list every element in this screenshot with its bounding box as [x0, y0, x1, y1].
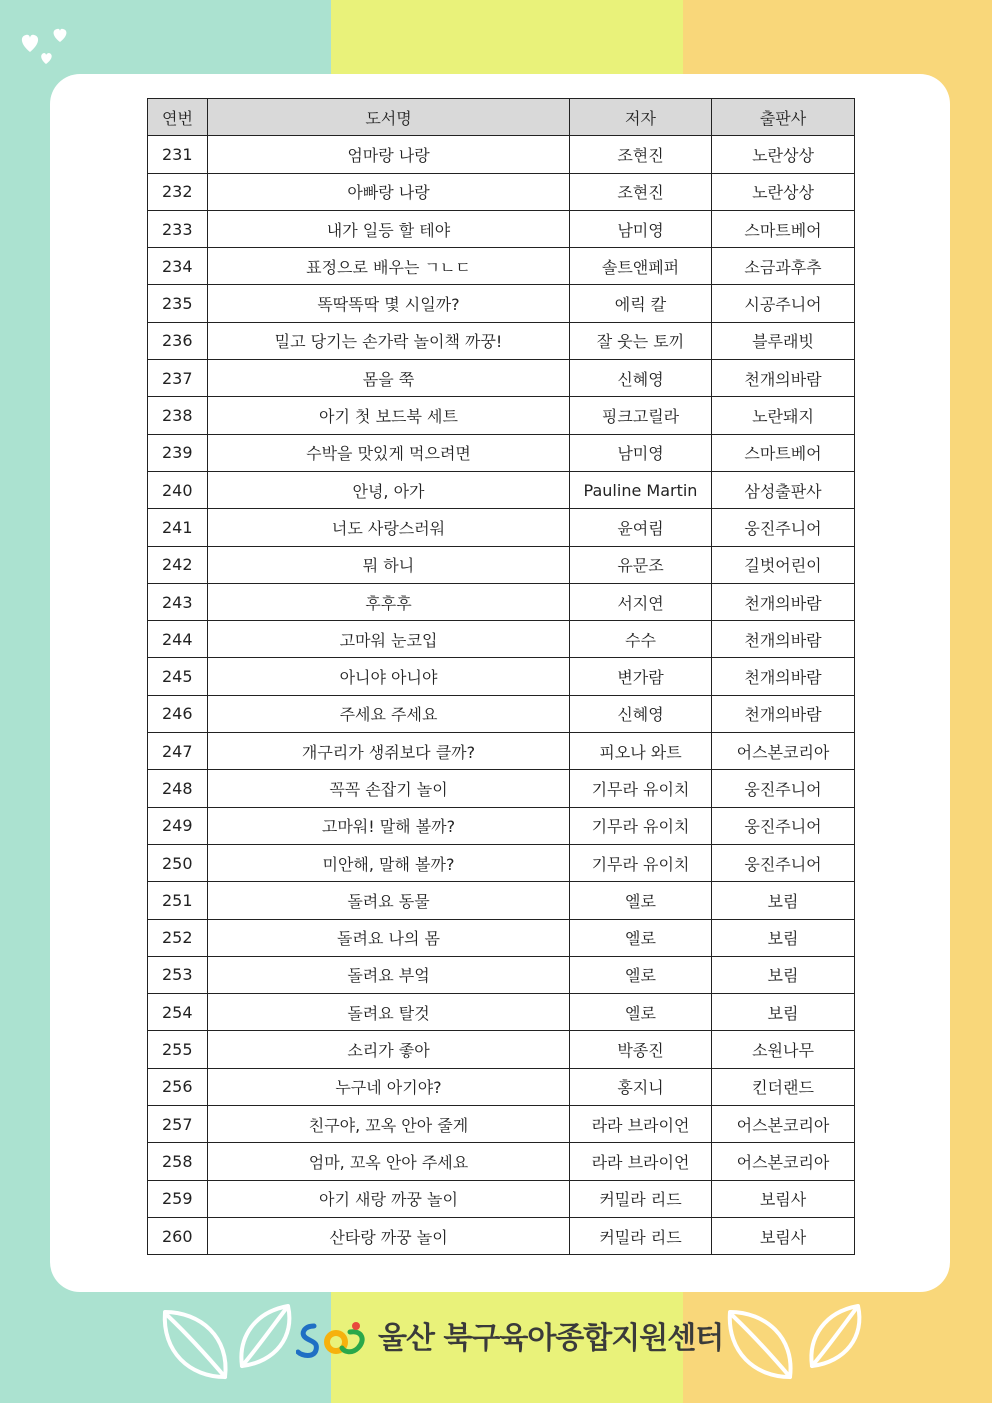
table-row [148, 136, 855, 173]
cell-publisher: 웅진주니어 [712, 770, 855, 807]
cell-title: 아빠랑 나랑 [208, 173, 570, 210]
cell-author: 조현진 [570, 173, 712, 210]
cell-publisher: 보림 [712, 882, 855, 919]
cell-number: 243 [148, 583, 208, 620]
cell-number: 232 [148, 173, 208, 210]
cell-publisher: 킨더랜드 [712, 1068, 855, 1105]
cell-author: 커밀라 리드 [570, 1180, 712, 1217]
table-row [148, 882, 855, 919]
cell-title: 친구야, 꼬옥 안아 줄게 [208, 1106, 570, 1143]
cell-publisher: 블루래빗 [712, 322, 855, 359]
cell-number: 246 [148, 695, 208, 732]
cell-number: 251 [148, 882, 208, 919]
center-logo-icon [296, 1318, 368, 1362]
cell-author: 남미영 [570, 434, 712, 471]
cell-author: 라라 브라이언 [570, 1106, 712, 1143]
cell-number: 236 [148, 322, 208, 359]
table-row [148, 994, 855, 1031]
cell-author: 박종진 [570, 1031, 712, 1068]
cell-publisher: 스마트베어 [712, 434, 855, 471]
cell-number: 248 [148, 770, 208, 807]
cell-number: 235 [148, 285, 208, 322]
table-row [148, 360, 855, 397]
cell-publisher: 보림 [712, 956, 855, 993]
cell-author: 피오나 와트 [570, 733, 712, 770]
cell-publisher: 천개의바람 [712, 695, 855, 732]
cell-title: 내가 일등 할 테야 [208, 210, 570, 247]
cell-publisher: 웅진주니어 [712, 844, 855, 881]
cell-title: 너도 사랑스러워 [208, 509, 570, 546]
cell-author: 엘로 [570, 882, 712, 919]
cell-number: 240 [148, 471, 208, 508]
cell-publisher: 노란돼지 [712, 397, 855, 434]
cell-publisher: 삼성출판사 [712, 471, 855, 508]
cell-publisher: 웅진주니어 [712, 807, 855, 844]
cell-publisher: 천개의바람 [712, 360, 855, 397]
organization-name: 울산 북구육아종합지원센터 [378, 1321, 724, 1356]
table-row [148, 1068, 855, 1105]
cell-author: Pauline Martin [570, 471, 712, 508]
cell-publisher: 노란상상 [712, 173, 855, 210]
cell-author: 윤여림 [570, 509, 712, 546]
table-row [148, 658, 855, 695]
cell-publisher: 스마트베어 [712, 210, 855, 247]
cell-title: 꼭꼭 손잡기 놀이 [208, 770, 570, 807]
table-row [148, 1180, 855, 1217]
cell-publisher: 천개의바람 [712, 583, 855, 620]
table-row [148, 695, 855, 732]
table-row [148, 621, 855, 658]
cell-number: 250 [148, 844, 208, 881]
table-row [148, 1217, 855, 1254]
cell-author: 기무라 유이치 [570, 770, 712, 807]
cell-author: 엘로 [570, 919, 712, 956]
table-header-row [148, 99, 855, 136]
cell-number: 238 [148, 397, 208, 434]
table-row [148, 1106, 855, 1143]
cell-publisher: 보림사 [712, 1217, 855, 1254]
cell-author: 잘 웃는 토끼 [570, 322, 712, 359]
cell-title: 표정으로 배우는 ㄱㄴㄷ [208, 248, 570, 285]
cell-title: 밀고 당기는 손가락 놀이책 까꿍! [208, 322, 570, 359]
cell-author: 유문조 [570, 546, 712, 583]
cell-number: 259 [148, 1180, 208, 1217]
table-row [148, 733, 855, 770]
cell-number: 247 [148, 733, 208, 770]
cell-title: 돌려요 동물 [208, 882, 570, 919]
cell-author: 에릭 칼 [570, 285, 712, 322]
header-author: 저자 [570, 99, 712, 136]
cell-number: 244 [148, 621, 208, 658]
cell-number: 253 [148, 956, 208, 993]
table-row [148, 1143, 855, 1180]
cell-publisher: 천개의바람 [712, 658, 855, 695]
cell-title: 뭐 하니 [208, 546, 570, 583]
cell-author: 핑크고릴라 [570, 397, 712, 434]
cell-publisher: 어스본코리아 [712, 733, 855, 770]
cell-number: 260 [148, 1217, 208, 1254]
cell-author: 조현진 [570, 136, 712, 173]
cell-number: 252 [148, 919, 208, 956]
cell-title: 안녕, 아가 [208, 471, 570, 508]
cell-title: 주세요 주세요 [208, 695, 570, 732]
cell-author: 서지연 [570, 583, 712, 620]
cell-title: 수박을 맛있게 먹으려면 [208, 434, 570, 471]
cell-number: 256 [148, 1068, 208, 1105]
table-row [148, 285, 855, 322]
cell-publisher: 소원나무 [712, 1031, 855, 1068]
table-row [148, 583, 855, 620]
cell-number: 254 [148, 994, 208, 1031]
cell-title: 엄마랑 나랑 [208, 136, 570, 173]
table-row [148, 1031, 855, 1068]
cell-title: 아니야 아니야 [208, 658, 570, 695]
cell-author: 남미영 [570, 210, 712, 247]
cell-number: 242 [148, 546, 208, 583]
cell-number: 237 [148, 360, 208, 397]
table-row [148, 210, 855, 247]
table-row [148, 471, 855, 508]
cell-title: 똑딱똑딱 몇 시일까? [208, 285, 570, 322]
cell-author: 기무라 유이치 [570, 844, 712, 881]
table-row [148, 546, 855, 583]
cell-number: 231 [148, 136, 208, 173]
table-row [148, 509, 855, 546]
cell-author: 수수 [570, 621, 712, 658]
table-row [148, 173, 855, 210]
cell-publisher: 보림 [712, 919, 855, 956]
cell-author: 엘로 [570, 956, 712, 993]
table-row [148, 434, 855, 471]
table-row [148, 956, 855, 993]
cell-number: 239 [148, 434, 208, 471]
cell-publisher: 천개의바람 [712, 621, 855, 658]
cell-title: 돌려요 부엌 [208, 956, 570, 993]
header-number: 연번 [148, 99, 208, 136]
table-row [148, 844, 855, 881]
cell-author: 변가람 [570, 658, 712, 695]
cell-publisher: 시공주니어 [712, 285, 855, 322]
cell-number: 255 [148, 1031, 208, 1068]
cell-author: 홍지니 [570, 1068, 712, 1105]
cell-title: 엄마, 꼬옥 안아 주세요 [208, 1143, 570, 1180]
cell-title: 개구리가 생쥐보다 클까? [208, 733, 570, 770]
cell-title: 돌려요 나의 몸 [208, 919, 570, 956]
cell-publisher: 어스본코리아 [712, 1143, 855, 1180]
cell-publisher: 소금과후추 [712, 248, 855, 285]
table-row [148, 807, 855, 844]
cell-number: 258 [148, 1143, 208, 1180]
table-body [148, 136, 855, 1255]
cell-title: 고마워! 말해 볼까? [208, 807, 570, 844]
cell-number: 234 [148, 248, 208, 285]
cell-number: 233 [148, 210, 208, 247]
header-title: 도서명 [208, 99, 570, 136]
table-row [148, 322, 855, 359]
cell-publisher: 노란상상 [712, 136, 855, 173]
cell-author: 솔트앤페퍼 [570, 248, 712, 285]
cell-title: 아기 새랑 까꿍 놀이 [208, 1180, 570, 1217]
table-row [148, 919, 855, 956]
cell-title: 돌려요 탈것 [208, 994, 570, 1031]
hearts-icon [16, 22, 80, 70]
cell-author: 기무라 유이치 [570, 807, 712, 844]
header-publisher: 출판사 [712, 99, 855, 136]
cell-title: 고마워 눈코입 [208, 621, 570, 658]
cell-author: 라라 브라이언 [570, 1143, 712, 1180]
cell-publisher: 길벗어린이 [712, 546, 855, 583]
cell-title: 미안해, 말해 볼까? [208, 844, 570, 881]
cell-title: 누구네 아기야? [208, 1068, 570, 1105]
table-row [148, 770, 855, 807]
table-row [148, 397, 855, 434]
table-row [148, 248, 855, 285]
cell-title: 산타랑 까꿍 놀이 [208, 1217, 570, 1254]
cell-publisher: 웅진주니어 [712, 509, 855, 546]
cell-publisher: 어스본코리아 [712, 1106, 855, 1143]
cell-author: 신혜영 [570, 695, 712, 732]
book-list-table [147, 98, 855, 1255]
cell-publisher: 보림 [712, 994, 855, 1031]
cell-number: 241 [148, 509, 208, 546]
cell-publisher: 보림사 [712, 1180, 855, 1217]
cell-author: 엘로 [570, 994, 712, 1031]
cell-author: 커밀라 리드 [570, 1217, 712, 1254]
cell-title: 몸을 쭉 [208, 360, 570, 397]
cell-number: 245 [148, 658, 208, 695]
cell-title: 아기 첫 보드북 세트 [208, 397, 570, 434]
cell-number: 257 [148, 1106, 208, 1143]
cell-title: 후후후 [208, 583, 570, 620]
cell-title: 소리가 좋아 [208, 1031, 570, 1068]
cell-author: 신혜영 [570, 360, 712, 397]
cell-number: 249 [148, 807, 208, 844]
